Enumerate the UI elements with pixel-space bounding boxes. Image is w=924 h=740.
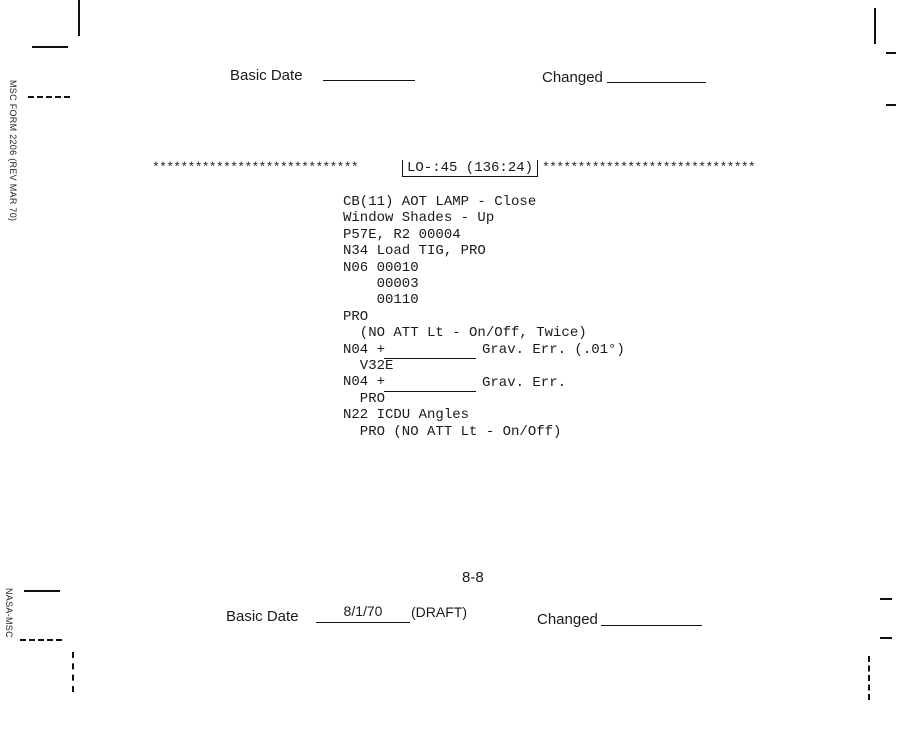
- footer-basic-date-label: Basic Date: [226, 608, 299, 625]
- footer-basic-date-field: [316, 604, 410, 623]
- crop-mark: [886, 104, 896, 106]
- grav-err-label: Grav. Err. (.01°): [482, 342, 625, 358]
- grav-err-blank: [384, 377, 476, 392]
- changed-blank: [607, 66, 706, 83]
- procedure-line: 00003: [343, 276, 419, 293]
- procedure-line: N04 +: [343, 341, 386, 358]
- changed-label: Changed: [542, 69, 603, 86]
- procedure-line: PRO: [343, 390, 386, 407]
- form-number-label: MSC FORM 2206 (REV MAR 70): [8, 80, 18, 222]
- procedure-line: V32E: [343, 358, 394, 375]
- procedure-line: N04 +: [343, 374, 386, 391]
- timeline-time-label: LO-:45 (136:24): [402, 160, 538, 177]
- procedure-line: 00110: [343, 292, 419, 309]
- page-number: 8-8: [462, 569, 484, 586]
- procedure-line: PRO (NO ATT Lt - On/Off): [343, 423, 562, 440]
- timeline-stars-right: ******************************: [542, 160, 756, 175]
- procedure-line: P57E, R2 00004: [343, 226, 461, 243]
- crop-mark: [78, 0, 80, 36]
- crop-mark: [880, 598, 892, 600]
- procedure-line: N34 Load TIG, PRO: [343, 243, 486, 260]
- procedure-line: (NO ATT Lt - On/Off, Twice): [343, 325, 587, 342]
- footer-changed-blank: [601, 608, 702, 626]
- crop-mark: [886, 52, 896, 54]
- agency-label: NASA-MSC: [4, 588, 14, 638]
- procedure-list: [343, 194, 587, 440]
- footer-changed-label: Changed: [537, 611, 598, 628]
- dash-mark: [20, 639, 62, 641]
- procedure-line: PRO: [343, 308, 369, 325]
- grav-err-label: Grav. Err.: [482, 375, 567, 391]
- crop-mark: [24, 590, 60, 592]
- crop-mark: [880, 637, 892, 639]
- crop-mark: [32, 46, 68, 48]
- basic-date-label: Basic Date: [230, 67, 303, 84]
- grav-err-blank: [384, 344, 476, 359]
- basic-date-blank: [323, 64, 415, 81]
- dash-mark: [72, 652, 74, 692]
- crop-mark: [874, 8, 876, 44]
- timeline-stars-left: *****************************: [152, 160, 358, 175]
- draft-note: (DRAFT): [411, 604, 467, 620]
- dash-mark: [868, 656, 870, 700]
- procedure-line: CB(11) AOT LAMP - Close: [343, 194, 537, 210]
- procedure-line: N22 ICDU Angles: [343, 407, 470, 424]
- dash-mark: [28, 96, 70, 98]
- procedure-line: Window Shades - Up: [343, 210, 495, 227]
- procedure-line: N06 00010: [343, 259, 419, 276]
- footer-basic-date-value: 8/1/70: [343, 603, 383, 619]
